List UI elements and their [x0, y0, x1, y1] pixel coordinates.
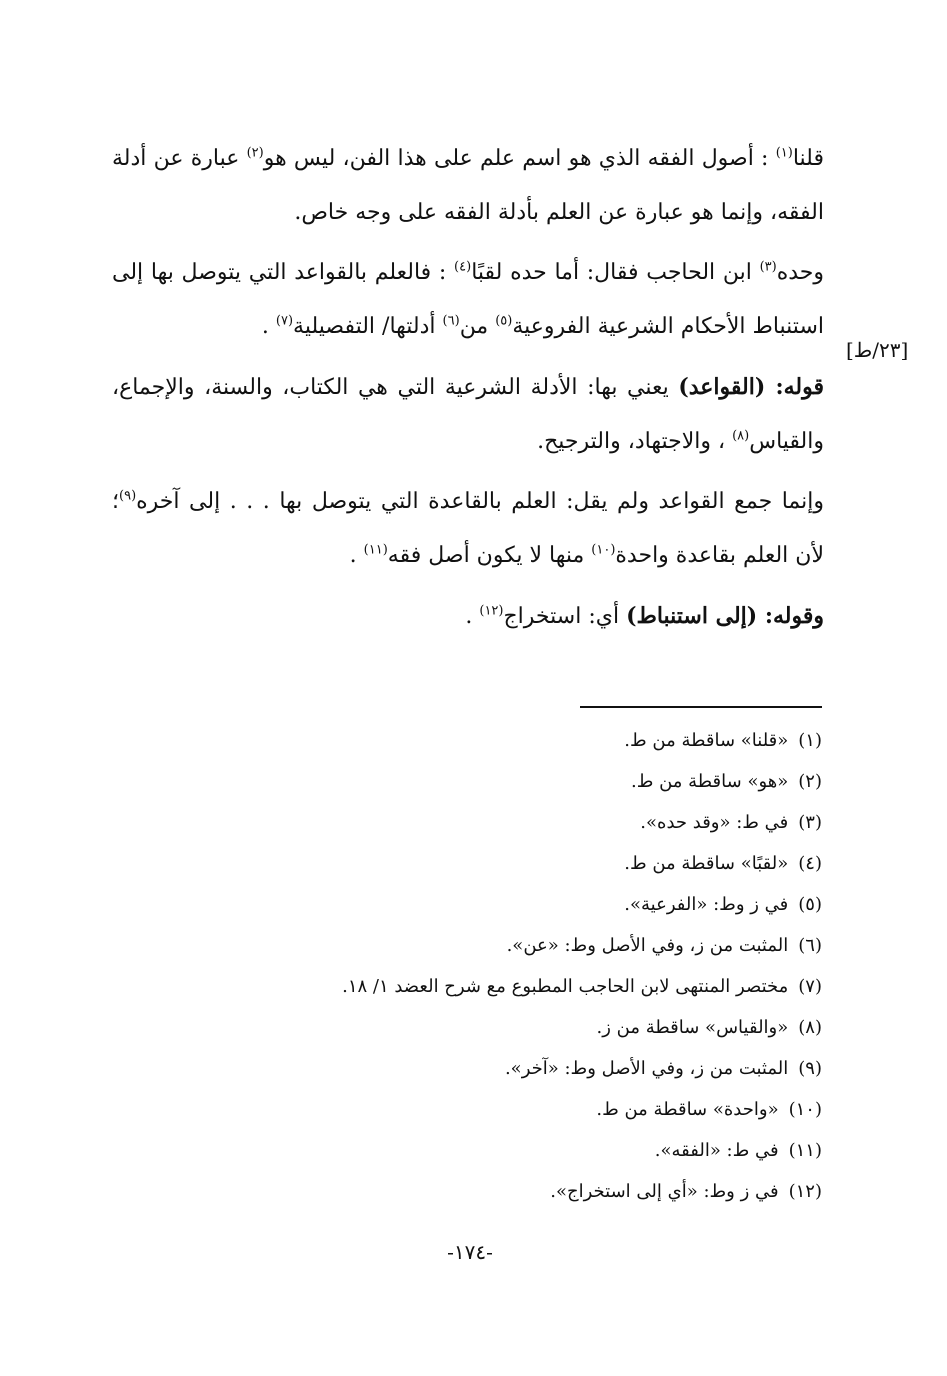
footnote-marker: (٩)	[119, 488, 137, 504]
footnote-text: مختصر المنتهى لابن الحاجب المطبوع مع شرح العضد ١/ ١٨.	[342, 976, 789, 997]
text-run: قلنا	[792, 146, 824, 171]
footnote-number: (١٢)	[788, 1181, 822, 1202]
paragraph	[112, 246, 824, 354]
footnote-marker: (١٠)	[591, 542, 616, 558]
footnote-item	[200, 843, 822, 884]
paragraph	[112, 132, 824, 240]
footnote-number: (٨)	[798, 1017, 822, 1038]
footnote-number: (١)	[798, 730, 822, 751]
footnote-text: «قلنا» ساقطة من ط.	[624, 730, 789, 751]
quoted-term: قوله: (القواعد)	[678, 374, 825, 400]
footnote-text: «لقبًا» ساقطة من ط.	[624, 853, 789, 874]
footnote-marker: (٦)	[442, 313, 460, 329]
footnote-number: (٥)	[798, 894, 822, 915]
footnote-item	[200, 884, 822, 925]
footnote-item	[200, 761, 822, 802]
footnote-text: في ط: «الفقه».	[654, 1140, 779, 1161]
footnote-marker: (٥)	[495, 313, 513, 329]
footnote-text: في ز وط: «الفرعية».	[624, 894, 789, 915]
paragraph	[112, 475, 824, 583]
footnote-marker: (١٢)	[479, 603, 504, 619]
footnote-text: في ز وط: «أي إلى استخراج».	[550, 1181, 779, 1202]
margin-folio-note: [٢٣/ط]	[846, 338, 909, 362]
footnote-number: (٧)	[798, 976, 822, 997]
footnote-number: (٦)	[798, 935, 822, 956]
footnote-number: (١٠)	[788, 1099, 822, 1120]
paragraph	[112, 360, 824, 469]
text-run: وحده	[776, 260, 825, 285]
footnote-text: «والقياس» ساقطة من ز.	[596, 1017, 789, 1038]
footnote-text: المثبت من ز، وفي الأصل وط: «عن».	[506, 935, 789, 956]
footnote-number: (١١)	[788, 1140, 822, 1161]
text-run: : أصول الفقه الذي هو اسم علم على هذا الفن، ليس هو	[263, 146, 776, 171]
text-run: : فالعلم بالقواعد التي يتوصل بها إلى استنباط الأحكام الشرعية الفروعية	[112, 260, 824, 339]
paragraph	[112, 589, 824, 644]
footnote-number: (٢)	[798, 771, 822, 792]
text-run: أي: استخراج	[503, 604, 627, 629]
text-run: ، والاجتهاد، والترجيح.	[537, 429, 733, 454]
main-text	[112, 132, 824, 650]
footnote-marker: (٢)	[246, 145, 264, 161]
footnote-text: «واحدة» ساقطة من ط.	[596, 1099, 779, 1120]
footnote-number: (٤)	[798, 853, 822, 874]
quoted-term: وقوله: (إلى استنباط)	[626, 603, 824, 629]
footnote-text: المثبت من ز، وفي الأصل وط: «آخر».	[504, 1058, 789, 1079]
text-run: ؛ لأن العلم بقاعدة واحدة	[112, 489, 824, 568]
footnote-item	[200, 1171, 822, 1212]
footnote-separator	[580, 706, 822, 708]
footnote-item	[200, 1130, 822, 1171]
footnote-marker: (٨)	[732, 428, 750, 444]
text-run: من	[459, 314, 496, 339]
text-run: أدلتها/ التفصيلية	[293, 314, 443, 339]
footnote-marker: (٣)	[759, 259, 777, 275]
page-number: -١٧٤-	[447, 1240, 493, 1264]
text-run: .	[261, 314, 276, 339]
footnote-text: «هو» ساقطة من ط.	[630, 771, 789, 792]
text-run: .	[349, 543, 364, 568]
footnote-item	[200, 802, 822, 843]
footnote-marker: (١)	[775, 145, 793, 161]
text-run: ابن الحاجب فقال: أما حده لقبًا	[471, 260, 760, 285]
text-run: منها لا يكون أصل فقه	[387, 543, 592, 568]
footnote-item	[200, 1089, 822, 1130]
footnote-marker: (٧)	[275, 313, 294, 329]
footnote-text: في ط: «وقد حده».	[640, 812, 789, 833]
footnote-marker: (٤)	[454, 259, 472, 275]
text-run: يعني بها: الأدلة الشرعية التي هي الكتاب، والسنة، والإجماع، والقياس	[112, 375, 824, 454]
text-run: وإنما جمع القواعد ولم يقل: العلم بالقاعدة التي يتوصل بها . . . إلى آخره	[136, 489, 824, 514]
footnote-number: (٣)	[798, 812, 822, 833]
footnotes-list	[200, 720, 822, 1212]
text-run: .	[465, 604, 480, 629]
footnote-item	[200, 925, 822, 966]
footnote-item	[200, 966, 822, 1007]
footnote-item	[200, 1007, 822, 1048]
footnote-marker: (١١)	[363, 542, 388, 558]
footnote-number: (٩)	[798, 1058, 822, 1079]
footnote-item	[200, 1048, 822, 1089]
footnote-item	[200, 720, 822, 761]
text-run: عبارة عن أدلة الفقه، وإنما هو عبارة عن العلم بأدلة الفقه على وجه خاص.	[112, 146, 824, 225]
